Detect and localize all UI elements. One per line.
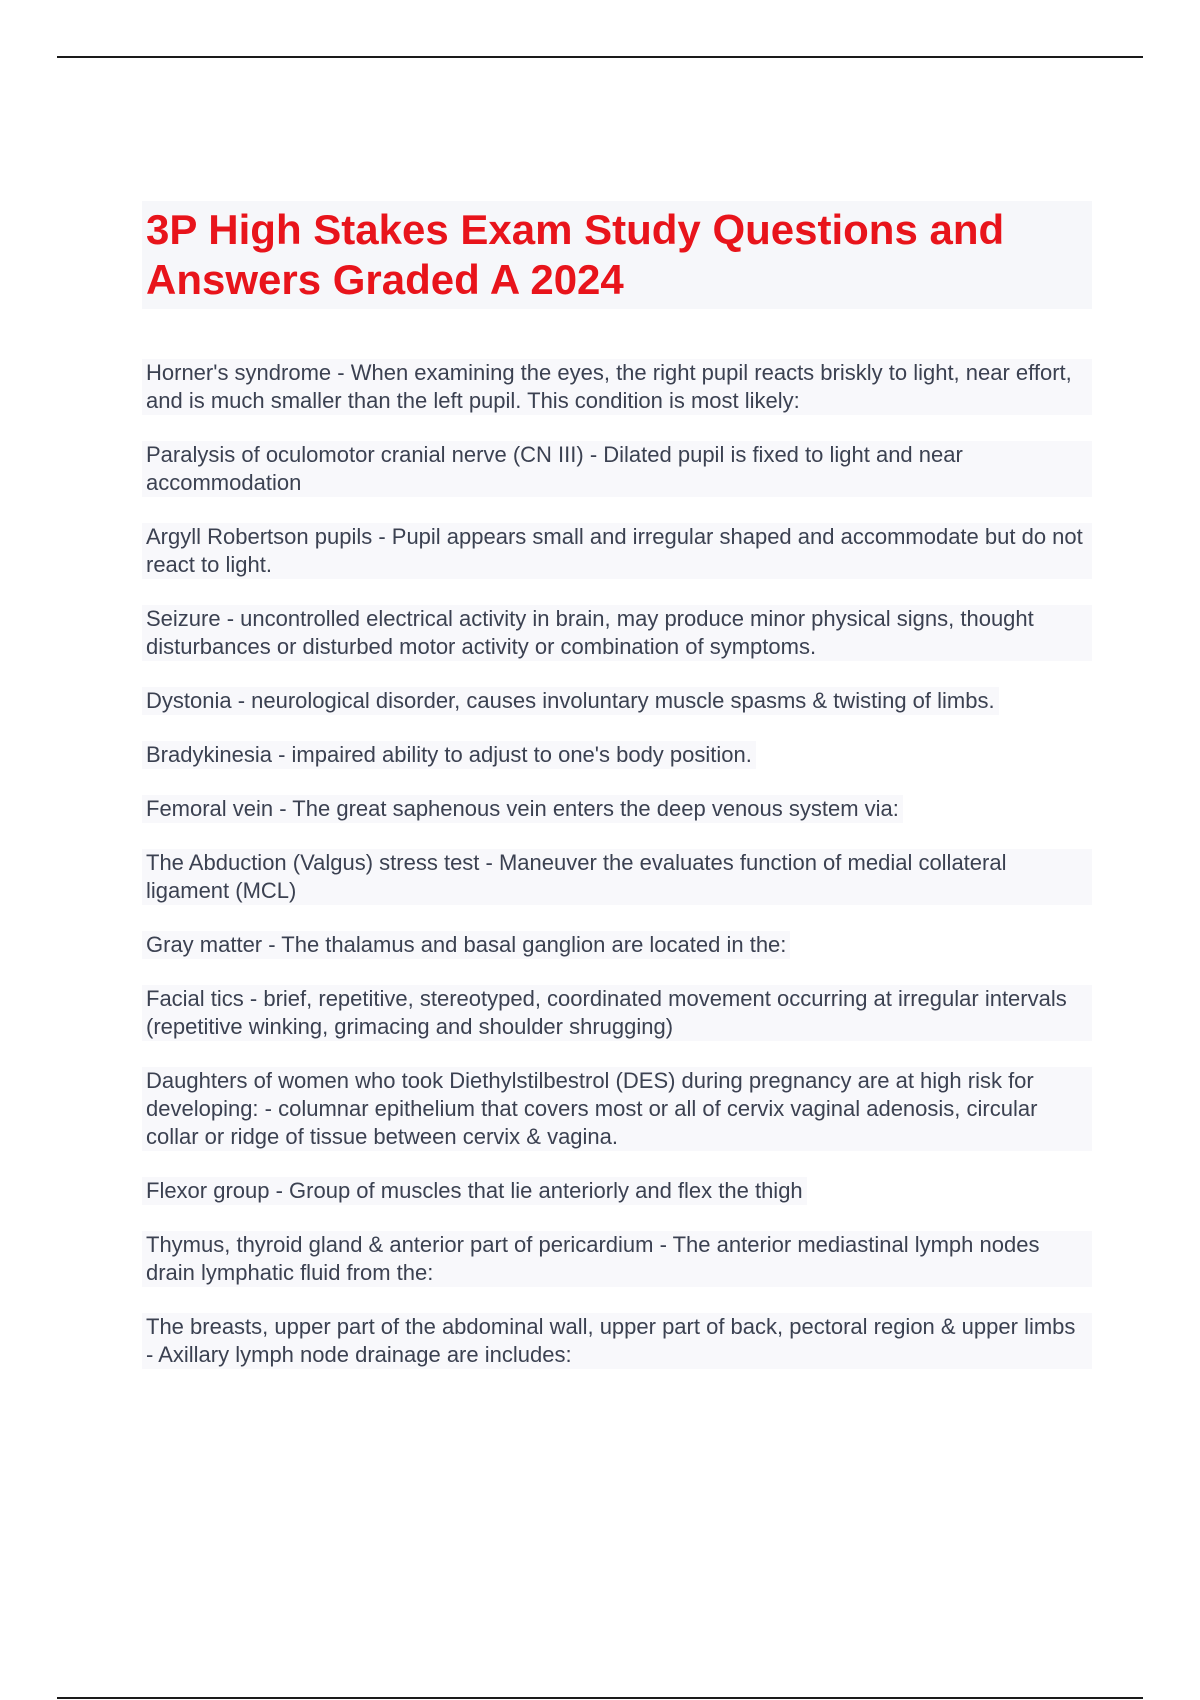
document-title: 3P High Stakes Exam Study Questions and Answers Graded A 2024 bbox=[146, 206, 1005, 303]
qa-item: Facial tics - brief, repetitive, stereotyped, coordinated movement occurring at irregular intervals (repetitive winking, grimacing and shoulder shrugging) bbox=[142, 985, 1092, 1041]
qa-item: Gray matter - The thalamus and basal ganglion are located in the: bbox=[142, 931, 790, 959]
qa-item: The breasts, upper part of the abdominal wall, upper part of back, pectoral region & upper limbs - Axillary lymph node drainage are includes: bbox=[142, 1313, 1092, 1369]
qa-item: Thymus, thyroid gland & anterior part of pericardium - The anterior mediastinal lymph nodes drain lymphatic fluid from the: bbox=[142, 1231, 1092, 1287]
qa-item: Paralysis of oculomotor cranial nerve (CN III) - Dilated pupil is fixed to light and near accommodation bbox=[142, 441, 1092, 497]
qa-item: Dystonia - neurological disorder, causes involuntary muscle spasms & twisting of limbs. bbox=[142, 687, 999, 715]
top-rule bbox=[57, 56, 1143, 58]
qa-item: Seizure - uncontrolled electrical activity in brain, may produce minor physical signs, thought disturbances or disturbed motor activity or combination of symptoms. bbox=[142, 605, 1092, 661]
qa-list bbox=[142, 359, 1092, 1395]
qa-item: Daughters of women who took Diethylstilbestrol (DES) during pregnancy are at high risk for developing: - columnar epithelium that covers most or all of cervix vaginal adenosis, circular collar or ridge of tissue between cervix & vagina. bbox=[142, 1067, 1092, 1151]
qa-item: Horner's syndrome - When examining the eyes, the right pupil reacts briskly to light, near effort, and is much smaller than the left pupil. This condition is most likely: bbox=[142, 359, 1092, 415]
title-block bbox=[142, 201, 1092, 309]
bottom-rule bbox=[57, 1697, 1143, 1699]
qa-item: The Abduction (Valgus) stress test - Maneuver the evaluates function of medial collateral ligament (MCL) bbox=[142, 849, 1092, 905]
qa-item: Argyll Robertson pupils - Pupil appears small and irregular shaped and accommodate but do not react to light. bbox=[142, 523, 1092, 579]
qa-item: Femoral vein - The great saphenous vein enters the deep venous system via: bbox=[142, 795, 903, 823]
qa-item: Flexor group - Group of muscles that lie anteriorly and flex the thigh bbox=[142, 1177, 807, 1205]
qa-item: Bradykinesia - impaired ability to adjust to one's body position. bbox=[142, 741, 756, 769]
